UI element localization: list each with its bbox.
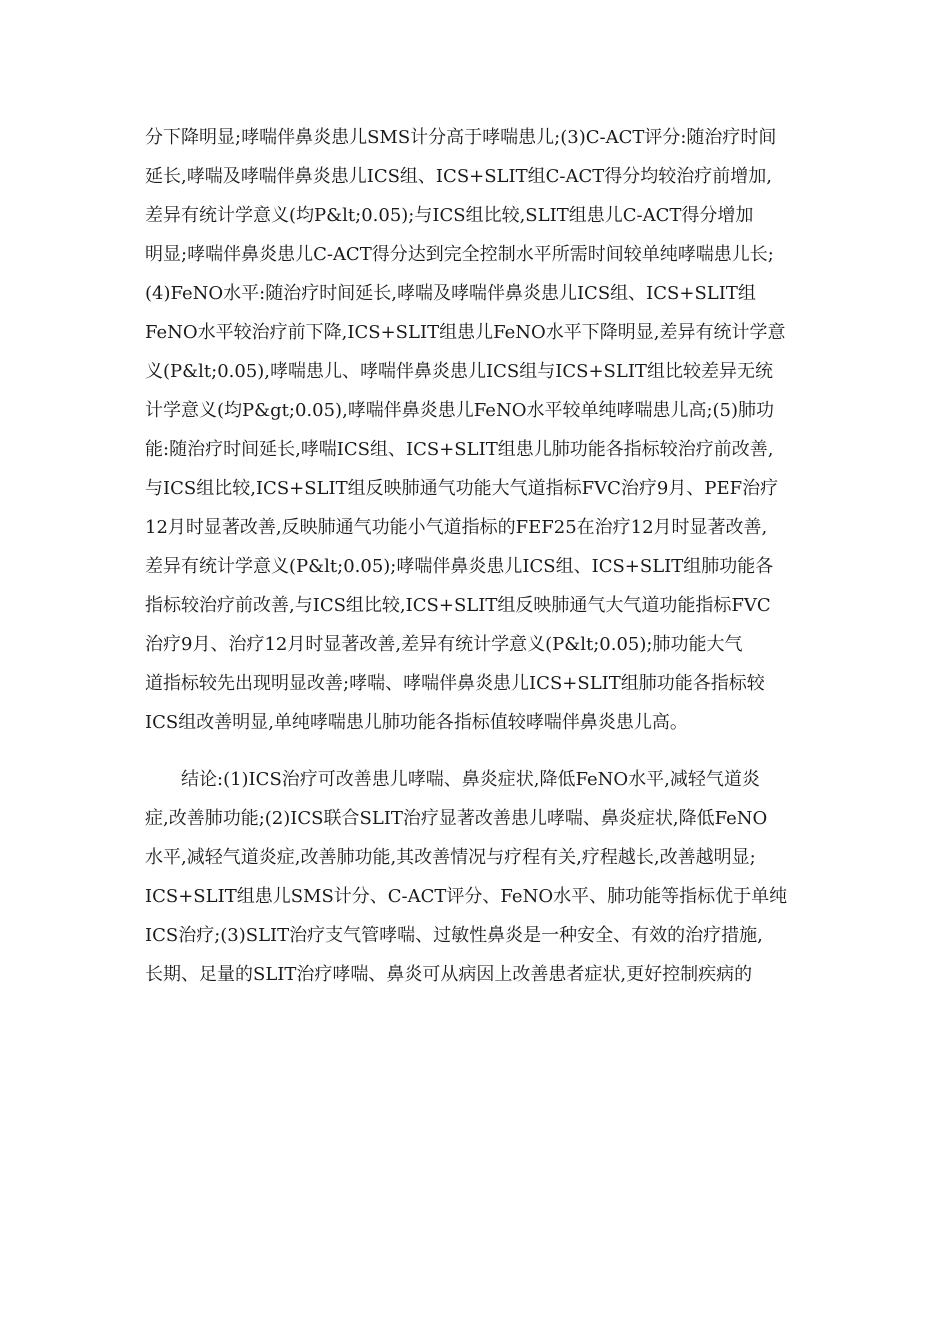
text-line: 能:随治疗时间延长,哮喘ICS组、ICS+SLIT组患儿肺功能各指标较治疗前改善, xyxy=(145,439,774,460)
text-line: 症,改善肺功能;(2)ICS联合SLIT治疗显著改善患儿哮喘、鼻炎症状,降低FeNO xyxy=(145,808,768,829)
body-text xyxy=(145,118,815,994)
text-line: (4)FeNO水平:随治疗时间延长,哮喘及哮喘伴鼻炎患儿ICS组、ICS+SLIT组 xyxy=(145,283,756,304)
text-line: 义(P&lt;0.05),哮喘患儿、哮喘伴鼻炎患儿ICS组与ICS+SLIT组比较差异无统 xyxy=(145,361,773,382)
results-paragraph xyxy=(145,118,815,742)
text-line: 长期、足量的SLIT治疗哮喘、鼻炎可从病因上改善患者症状,更好控制疾病的 xyxy=(145,964,753,985)
text-line: 12月时显著改善,反映肺通气功能小气道指标的FEF25在治疗12月时显著改善, xyxy=(145,517,768,538)
text-line: FeNO水平较治疗前下降,ICS+SLIT组患儿FeNO水平下降明显,差异有统计学意 xyxy=(145,322,786,343)
text-line: ICS治疗;(3)SLIT治疗支气管哮喘、过敏性鼻炎是一种安全、有效的治疗措施, xyxy=(145,925,763,946)
text-line: 指标较治疗前改善,与ICS组比较,ICS+SLIT组反映肺通气大气道功能指标FVC xyxy=(145,595,771,616)
text-line: ICS组改善明显,单纯哮喘患儿肺功能各指标值较哮喘伴鼻炎患儿高。 xyxy=(145,712,688,733)
text-line: 分下降明显;哮喘伴鼻炎患儿SMS计分高于哮喘患儿;(3)C-ACT评分:随治疗时间 xyxy=(145,127,777,148)
text-line: 明显;哮喘伴鼻炎患儿C-ACT得分达到完全控制水平所需时间较单纯哮喘患儿长; xyxy=(145,244,774,265)
conclusion-paragraph xyxy=(145,760,815,994)
text-line: 结论:(1)ICS治疗可改善患儿哮喘、鼻炎症状,降低FeNO水平,减轻气道炎 xyxy=(181,769,760,790)
text-line: 道指标较先出现明显改善;哮喘、哮喘伴鼻炎患儿ICS+SLIT组肺功能各指标较 xyxy=(145,673,765,694)
text-line: 与ICS组比较,ICS+SLIT组反映肺通气功能大气道指标FVC治疗9月、PEF治疗 xyxy=(145,478,779,499)
text-line: 治疗9月、治疗12月时显著改善,差异有统计学意义(P&lt;0.05);肺功能大气 xyxy=(145,634,743,655)
text-line: 差异有统计学意义(均P&lt;0.05);与ICS组比较,SLIT组患儿C-ACT得分增加 xyxy=(145,205,754,226)
paragraph-spacer xyxy=(145,742,815,760)
text-line: 计学意义(均P&gt;0.05),哮喘伴鼻炎患儿FeNO水平较单纯哮喘患儿高;(5)肺功 xyxy=(145,400,775,421)
text-line: 差异有统计学意义(P&lt;0.05);哮喘伴鼻炎患儿ICS组、ICS+SLIT组肺功能各 xyxy=(145,556,774,577)
text-line: 水平,减轻气道炎症,改善肺功能,其改善情况与疗程有关,疗程越长,改善越明显; xyxy=(145,847,756,868)
text-line: 延长,哮喘及哮喘伴鼻炎患儿ICS组、ICS+SLIT组C-ACT得分均较治疗前增加, xyxy=(145,166,772,187)
text-line: ICS+SLIT组患儿SMS计分、C-ACT评分、FeNO水平、肺功能等指标优于单纯 xyxy=(145,886,788,907)
